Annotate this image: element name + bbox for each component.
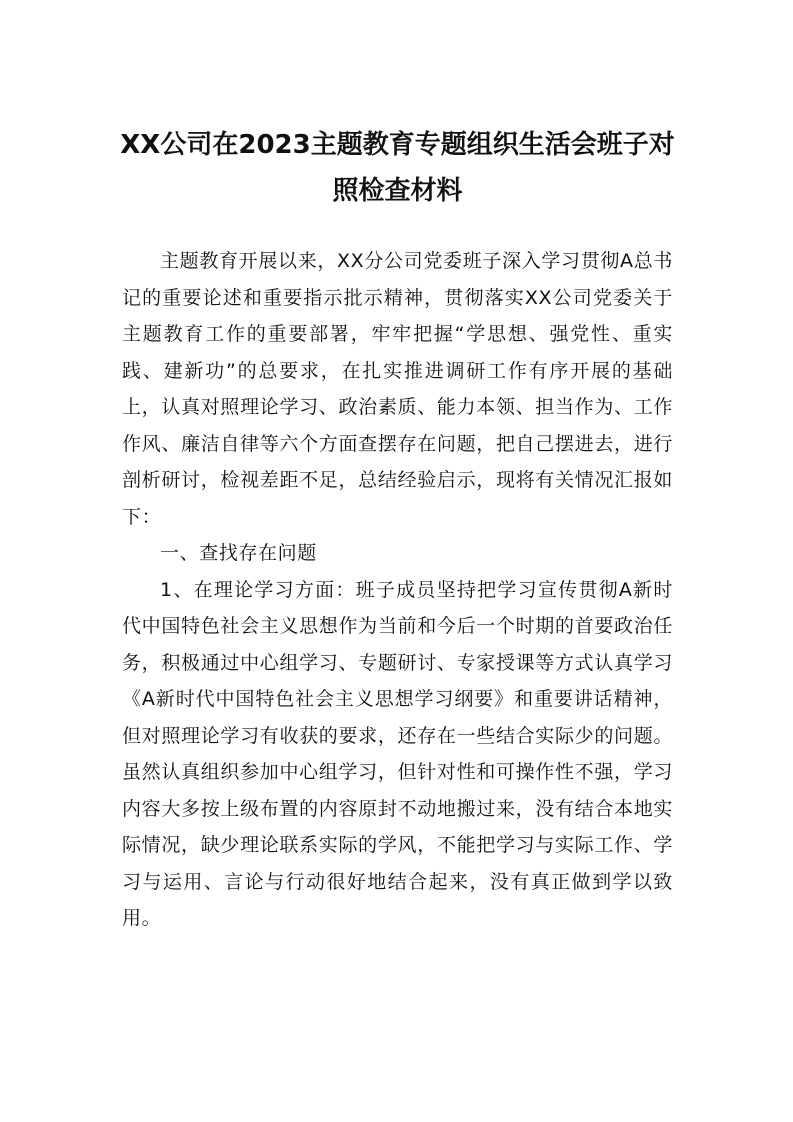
section-heading: 一、查找存在问题 [160,542,317,564]
document-body [122,243,673,937]
body-paragraph: 1、在理论学习方面：班子成员坚持把学习宣传贯彻A新时代中国特色社会主义思想作为当前和今后一个时期的首要政治任务，积极通过中心组学习、专题研讨、专家授课等方式认真学习《A新时代中国特色社会主义思想学习纲要》和重要讲话精神，但对照理论学习有收获的要求，还存在一些结合实际少的问题。虽然认真组织参加中心组学习，但针对性和可操作性不强，学习内容大多按上级布置的内容原封不动地搬过来，没有结合本地实际情况，缺少理论联系实际的学风，不能把学习与实际工作、学习与运用、言论与行动很好地结合起来，没有真正做到学以致用。 [122,578,673,929]
document-title: XX公司在2023主题教育专题组织生活会班子对照检查材料 [120,130,675,206]
intro-paragraph: 主题教育开展以来，XX分公司党委班子深入学习贯彻A总书记的重要论述和重要指示批示精神，贯彻落实XX公司党委关于主题教育工作的重要部署，牢牢把握“学思想、强党性、重实践、建新功”的总要求，在扎实推进调研工作有序开展的基础上，认真对照理论学习、政治素质、能力本领、担当作为、工作作风、廉洁自律等六个方面查摆存在问题，把自己摆进去，进行剖析研讨，检视差距不足，总结经验启示，现将有关情况汇报如下： [122,250,673,528]
